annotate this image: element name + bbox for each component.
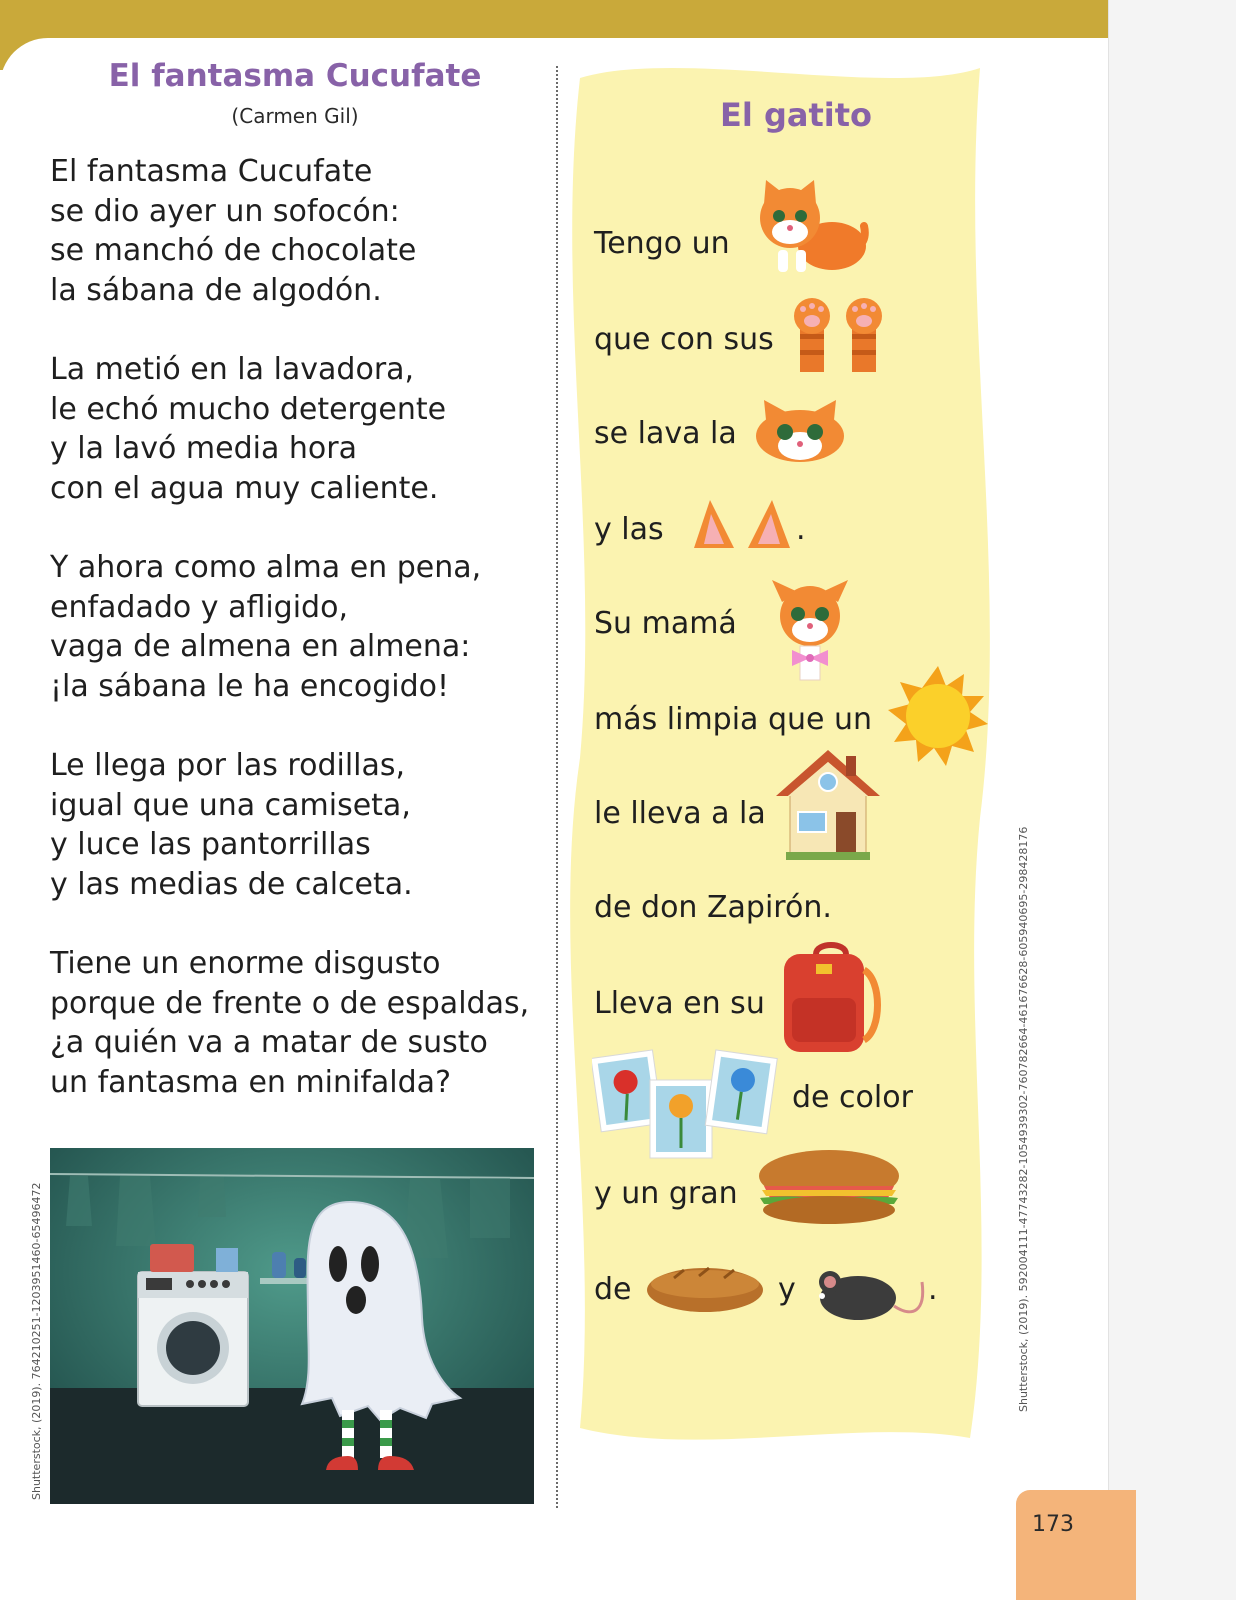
rebus-line: Lleva en su (594, 986, 765, 1021)
poem-line: Tiene un enorme disgusto (50, 946, 441, 981)
poem-body (50, 152, 550, 1142)
poem-line: se dio ayer un sofocón: (50, 193, 400, 229)
rebus-line: y un gran (594, 1176, 738, 1211)
mouse-icon (808, 1262, 932, 1322)
ghost-laundry-illustration (50, 1148, 534, 1504)
rebus-line: le lleva a la (594, 796, 766, 831)
stanza (50, 944, 550, 1102)
poem-line: Y ahora como alma en pena, (50, 550, 482, 585)
poem-line: le echó mucho detergente (50, 391, 447, 427)
bread-icon (644, 1260, 766, 1316)
rebus-line: y (778, 1272, 796, 1307)
mother-cat-icon (762, 580, 858, 686)
rebus-line: que con sus (594, 322, 774, 357)
rebus-line: se lava la (594, 416, 737, 451)
poem-line: Le llega por las rodillas, (50, 748, 406, 783)
poem-line: ¡la sábana le ha encogido! (50, 668, 450, 704)
cat-face-icon (752, 400, 848, 464)
poem-line: con el agua muy caliente. (50, 470, 439, 506)
poem-line: vaga de almena en almena: (50, 629, 471, 664)
poem-title: El fantasma Cucufate (108, 58, 482, 94)
rebus-line: de color (792, 1080, 913, 1115)
rebus-line: de (594, 1272, 632, 1307)
poem-line: un fantasma en minifalda? (50, 1064, 451, 1100)
sun-icon (888, 666, 988, 766)
photo-credit: Shutterstock, (2019). 592004111-47743282-1054939302-760782664-461676628-605940695-298428176 (1017, 826, 1030, 1412)
sandwich-icon (754, 1146, 904, 1226)
rebus-line-end: . (928, 1272, 938, 1307)
poem-line: porque de frente o de espaldas, (50, 985, 530, 1021)
poem-line: y la lavó media hora (50, 431, 357, 466)
rebus-line: y las (594, 512, 664, 547)
stanza (50, 548, 550, 706)
poem-author: (Carmen Gil) (231, 104, 359, 128)
rebus-line: Tengo un (594, 226, 730, 261)
poem-title-gatito: El gatito (719, 96, 872, 134)
rebus-line: más limpia que un (594, 702, 873, 737)
stanza (50, 746, 550, 904)
page-edge (1108, 0, 1236, 1600)
backpack-icon (776, 940, 882, 1056)
photo-credit: Shutterstock, (2019). 764210251-1203951460-65496472 (30, 1182, 43, 1500)
poem-line: enfadado y afligido, (50, 589, 348, 625)
poem-line: La metió en la lavadora, (50, 352, 415, 387)
poem-line: y luce las pantorrillas (50, 827, 371, 862)
column-divider (556, 66, 558, 1508)
poem-line: se manchó de chocolate (50, 233, 417, 268)
flower-cards-icon (592, 1044, 778, 1160)
rebus-line-end: . (796, 512, 806, 547)
rebus-line: Su mamá (594, 606, 737, 641)
page-number: 173 (1032, 1512, 1074, 1537)
poem-line: la sábana de algodón. (50, 272, 382, 308)
poem-line: y las medias de calceta. (50, 866, 413, 902)
cat-ears-icon (690, 496, 794, 550)
poem-line: igual que una camiseta, (50, 787, 411, 823)
page-number-badge (1016, 1490, 1136, 1600)
stanza (50, 350, 550, 508)
rebus-line: de don Zapirón. (594, 890, 832, 925)
paws-icon (790, 294, 886, 372)
stanza (50, 152, 550, 310)
poem-line: El fantasma Cucufate (50, 154, 373, 189)
kitten-icon (752, 180, 872, 276)
poem-line: ¿a quién va a matar de susto (50, 1025, 488, 1060)
house-icon (776, 746, 880, 860)
